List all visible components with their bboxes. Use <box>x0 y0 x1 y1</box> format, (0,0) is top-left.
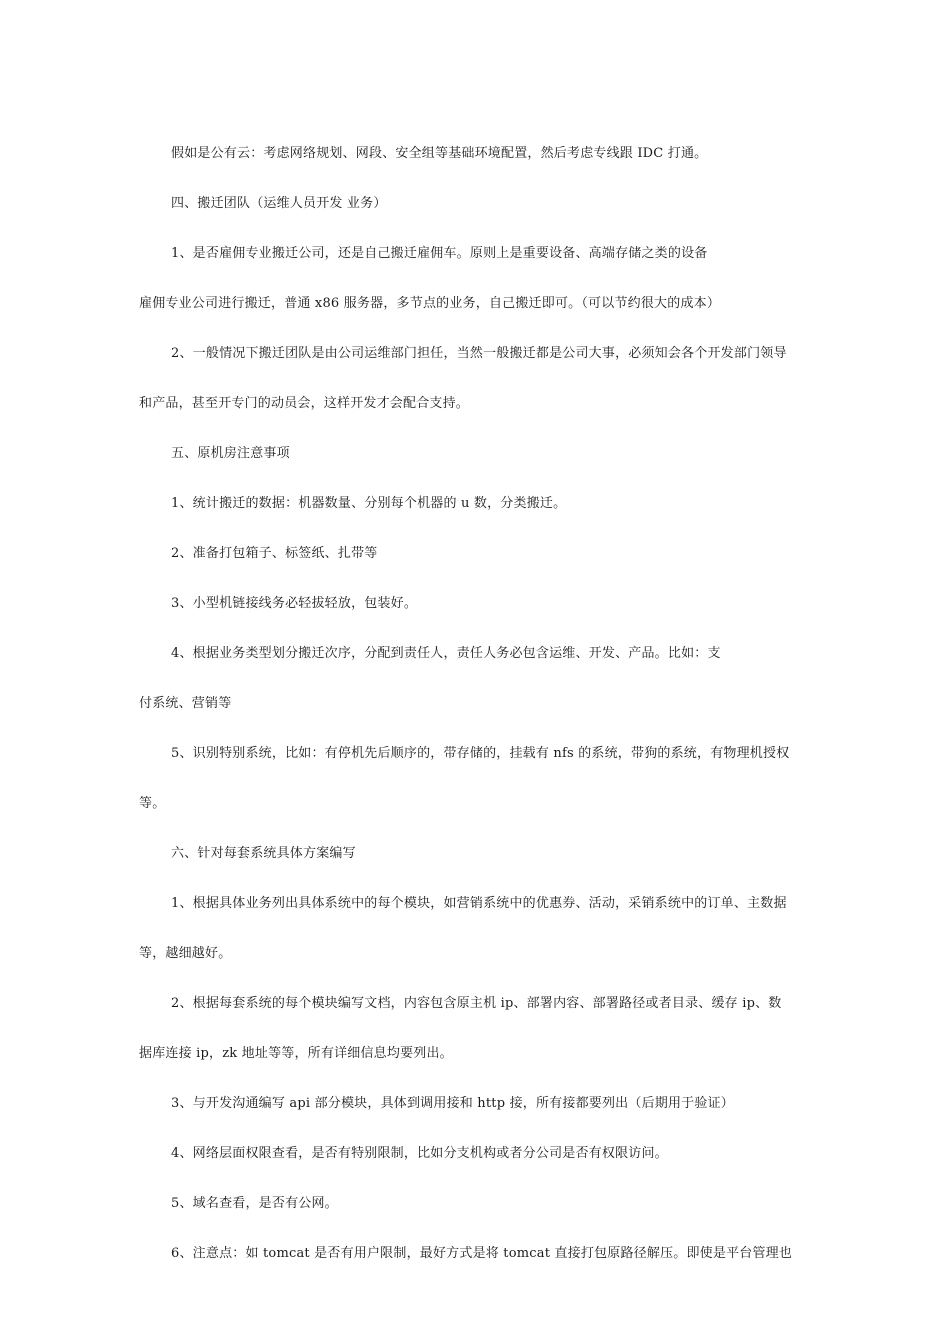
paragraph-6-2-line-2: 据库连接 ip，zk 地址等等，所有详细信息均要列出。 <box>139 1046 453 1061</box>
paragraph-6-5: 5、域名查看，是否有公网。 <box>171 1196 338 1211</box>
paragraph-5-4-line-2: 付系统、营销等 <box>139 696 232 711</box>
paragraph-6-2-line-1: 2、根据每套系统的每个模块编写文档，内容包含原主机 ip、部署内容、部署路径或者目录、缓存 ip、数 <box>171 996 782 1011</box>
paragraph-5-2: 2、准备打包箱子、标签纸、扎带等 <box>171 546 378 561</box>
paragraph-4-2-line-2: 和产品，甚至开专门的动员会，这样开发才会配合支持。 <box>139 396 470 411</box>
paragraph-6-1-line-2: 等，越细越好。 <box>139 946 232 961</box>
paragraph-public-cloud: 假如是公有云：考虑网络规划、网段、安全组等基础环境配置，然后考虑专线跟 IDC 打通。 <box>171 146 708 161</box>
paragraph-5-1: 1、统计搬迁的数据：机器数量、分别每个机器的 u 数，分类搬迁。 <box>171 496 567 511</box>
section-heading-5: 五、原机房注意事项 <box>171 446 290 461</box>
paragraph-5-3: 3、小型机链接线务必轻拔轻放，包装好。 <box>171 596 418 611</box>
paragraph-4-2-line-1: 2、一般情况下搬迁团队是由公司运维部门担任，当然一般搬迁都是公司大事，必须知会各个开发部门领导 <box>171 346 787 361</box>
paragraph-6-4: 4、网络层面权限查看，是否有特别限制，比如分支机构或者分公司是否有权限访问。 <box>171 1146 668 1161</box>
paragraph-4-1-line-2: 雇佣专业公司进行搬迁，普通 x86 服务器，多节点的业务，自己搬迁即可。（可以节约很大的成本） <box>139 296 721 311</box>
paragraph-5-4-line-1: 4、根据业务类型划分搬迁次序，分配到责任人，责任人务必包含运维、开发、产品。比如：支 <box>171 646 721 661</box>
paragraph-6-1-line-1: 1、根据具体业务列出具体系统中的每个模块，如营销系统中的优惠券、活动，采销系统中的订单、主数据 <box>171 896 787 911</box>
paragraph-5-5-line-2: 等。 <box>139 796 166 811</box>
section-heading-4: 四、搬迁团队（运维人员开发 业务） <box>171 196 387 211</box>
paragraph-6-3: 3、与开发沟通编写 api 部分模块，具体到调用接和 http 接，所有接都要列出（后期用于验证） <box>171 1096 734 1111</box>
paragraph-4-1-line-1: 1、是否雇佣专业搬迁公司，还是自己搬迁雇佣车。原则上是重要设备、高端存储之类的设备 <box>171 246 708 261</box>
paragraph-5-5-line-1: 5、识别特别系统，比如：有停机先后顺序的，带存储的，挂载有 nfs 的系统，带狗的系统，有物理机授权 <box>171 746 790 761</box>
paragraph-6-6-line-1: 6、注意点：如 tomcat 是否有用户限制，最好方式是将 tomcat 直接打包原路径解压。即使是平台管理也 <box>171 1246 793 1261</box>
section-heading-6: 六、针对每套系统具体方案编写 <box>171 846 356 861</box>
